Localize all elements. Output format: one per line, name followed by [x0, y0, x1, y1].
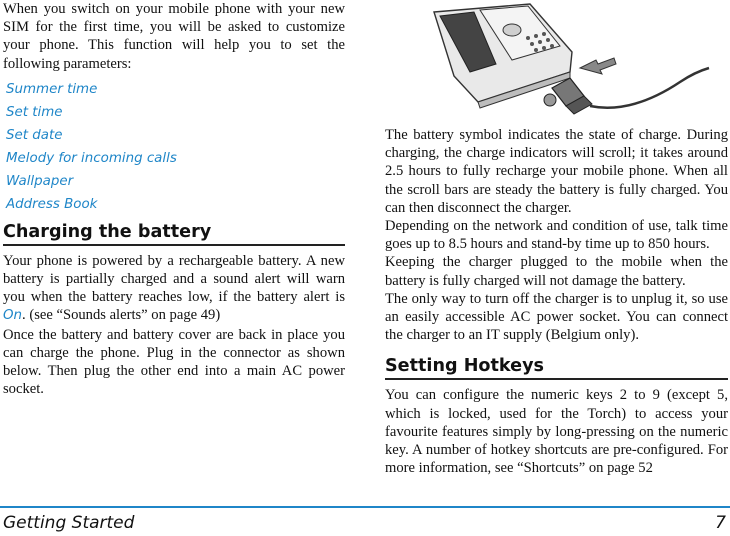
battery-alert-on-link: On — [3, 308, 23, 324]
arrow-icon — [580, 58, 616, 74]
list-item: Wallpaper — [6, 173, 74, 189]
page-footer — [0, 506, 730, 536]
list-item: Set time — [6, 104, 63, 120]
charging-text-before: Your phone is powered by a rechargeable battery. A new battery is partially charged and a sound alert will warn you when the battery reaches low, if the battery alert is — [3, 252, 345, 306]
list-item: Melody for incoming calls — [6, 150, 177, 166]
hotkeys-heading: Setting Hotkeys — [385, 356, 728, 380]
phone-icon — [434, 4, 572, 108]
phone-charger-illustration — [420, 2, 710, 120]
right-column — [385, 126, 728, 477]
charge-state-paragraph: The battery symbol indicates the state of charge. During charging, the charge indicators will scroll; it takes around 2.5 hours to fully recharge your mobile phone. When all the scroll bars are steady the battery is fully charged. You can then disconnect the charger. — [385, 127, 728, 216]
section-title: Getting Started — [3, 513, 135, 533]
charging-paragraph-2: Once the battery and battery cover are back in place you can charge the phone. Plug in the connector as shown below. Then plug the other end into a main AC power socket. — [3, 326, 345, 398]
page-number: 7 — [715, 513, 726, 533]
unplug-paragraph: The only way to turn off the charger is to unplug it, so use an easily accessible AC power socket. You can connect the charger to an IT supply (Belgium only). — [385, 290, 728, 344]
list-item: Summer time — [6, 81, 98, 97]
charging-heading: Charging the battery — [3, 222, 345, 246]
intro-paragraph: When you switch on your mobile phone with your new SIM for the first time, you will be asked to customize your phone. This function will help you to set the following parameters: — [3, 1, 345, 72]
charger-plugged-paragraph: Keeping the charger plugged to the mobile when the battery is fully charged will not damage the battery. — [385, 254, 728, 289]
talk-time-paragraph: Depending on the network and condition of use, talk time goes up to 8.5 hours and stand-by time up to 850 hours. — [385, 218, 728, 253]
charging-paragraph-1 — [3, 252, 345, 326]
left-column — [3, 0, 345, 398]
hotkeys-paragraph: You can configure the numeric keys 2 to 9 (except 5, which is locked, used for the Torch) to access your favourite features simply by long-pressing on the numeric key. A number of hotkey shortcuts are pre-configured. For more information, see “Shortcuts” on page 52 — [385, 387, 728, 477]
charger-cable-icon — [590, 68, 709, 108]
list-item: Set date — [6, 127, 63, 143]
charging-text-after: . (see “Sounds alerts” on page 49) — [22, 307, 221, 324]
list-item: Address Book — [6, 196, 98, 212]
parameter-list — [6, 78, 345, 216]
